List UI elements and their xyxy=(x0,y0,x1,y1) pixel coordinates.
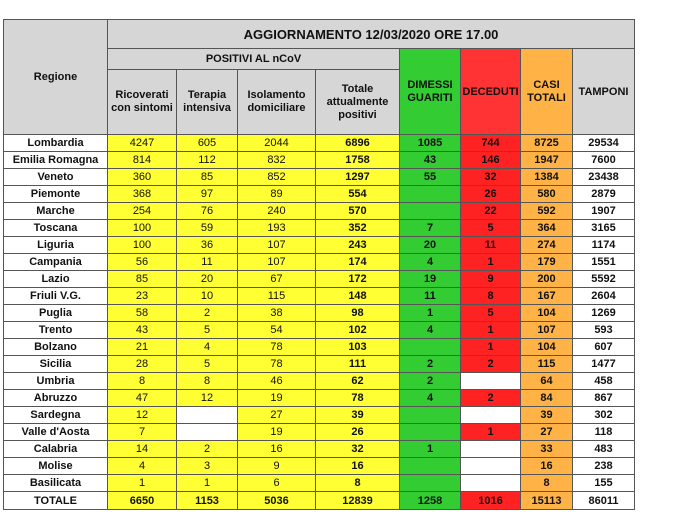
cell-ricoverati: 4 xyxy=(108,458,177,475)
header-regione: Regione xyxy=(4,20,108,135)
header-isolamento: Isolamento domiciliare xyxy=(238,70,316,135)
totals-label: TOTALE xyxy=(4,492,108,510)
cell-tamponi: 483 xyxy=(573,441,635,458)
total-tamponi: 86011 xyxy=(573,492,635,510)
cell-isolamento: 193 xyxy=(238,220,316,237)
table-row xyxy=(4,322,635,339)
cell-dimessi: 11 xyxy=(400,288,461,305)
cell-regione: Liguria xyxy=(4,237,108,254)
covid-data-table xyxy=(3,19,635,510)
cell-dimessi xyxy=(400,424,461,441)
cell-terapia: 20 xyxy=(177,271,238,288)
cell-tamponi: 1269 xyxy=(573,305,635,322)
cell-casi: 274 xyxy=(521,237,573,254)
cell-totale: 172 xyxy=(316,271,400,288)
cell-tamponi: 1907 xyxy=(573,203,635,220)
cell-isolamento: 38 xyxy=(238,305,316,322)
cell-casi: 167 xyxy=(521,288,573,305)
cell-regione: Sardegna xyxy=(4,407,108,424)
cell-casi: 104 xyxy=(521,339,573,356)
table-row xyxy=(4,203,635,220)
cell-casi: 8725 xyxy=(521,135,573,152)
cell-totale: 1297 xyxy=(316,169,400,186)
cell-dimessi xyxy=(400,458,461,475)
cell-casi: 580 xyxy=(521,186,573,203)
cell-casi: 115 xyxy=(521,356,573,373)
cell-ricoverati: 14 xyxy=(108,441,177,458)
cell-totale: 8 xyxy=(316,475,400,492)
header-tamponi: TAMPONI xyxy=(573,49,635,135)
cell-isolamento: 78 xyxy=(238,339,316,356)
cell-regione: Marche xyxy=(4,203,108,220)
table-row xyxy=(4,424,635,441)
table-title: AGGIORNAMENTO 12/03/2020 ORE 17.00 xyxy=(108,20,635,49)
cell-isolamento: 46 xyxy=(238,373,316,390)
cell-ricoverati: 43 xyxy=(108,322,177,339)
cell-ricoverati: 100 xyxy=(108,220,177,237)
cell-deceduti: 9 xyxy=(461,271,521,288)
cell-tamponi: 118 xyxy=(573,424,635,441)
cell-tamponi: 1174 xyxy=(573,237,635,254)
table-row xyxy=(4,152,635,169)
cell-totale: 62 xyxy=(316,373,400,390)
cell-casi: 64 xyxy=(521,373,573,390)
group-header-positivi: POSITIVI AL nCoV xyxy=(108,49,400,70)
cell-regione: Abruzzo xyxy=(4,390,108,407)
image-top-border xyxy=(0,0,680,10)
cell-terapia: 112 xyxy=(177,152,238,169)
cell-isolamento: 54 xyxy=(238,322,316,339)
cell-casi: 1947 xyxy=(521,152,573,169)
table-row xyxy=(4,135,635,152)
cell-totale: 111 xyxy=(316,356,400,373)
cell-deceduti: 1 xyxy=(461,424,521,441)
table-row xyxy=(4,390,635,407)
header-casi-totali: CASI TOTALI xyxy=(521,49,573,135)
cell-terapia: 3 xyxy=(177,458,238,475)
cell-tamponi: 238 xyxy=(573,458,635,475)
cell-totale: 26 xyxy=(316,424,400,441)
cell-terapia: 8 xyxy=(177,373,238,390)
cell-deceduti: 5 xyxy=(461,220,521,237)
table-row xyxy=(4,305,635,322)
cell-tamponi: 1551 xyxy=(573,254,635,271)
cell-deceduti xyxy=(461,458,521,475)
cell-terapia: 76 xyxy=(177,203,238,220)
total-dimessi: 1258 xyxy=(400,492,461,510)
cell-deceduti xyxy=(461,475,521,492)
cell-totale: 1758 xyxy=(316,152,400,169)
cell-terapia: 5 xyxy=(177,356,238,373)
cell-dimessi: 4 xyxy=(400,322,461,339)
table-row xyxy=(4,186,635,203)
table-row xyxy=(4,407,635,424)
header-deceduti: DECEDUTI xyxy=(461,49,521,135)
cell-ricoverati: 1 xyxy=(108,475,177,492)
cell-deceduti: 8 xyxy=(461,288,521,305)
table-row xyxy=(4,373,635,390)
cell-dimessi: 1 xyxy=(400,305,461,322)
cell-regione: Campania xyxy=(4,254,108,271)
cell-casi: 84 xyxy=(521,390,573,407)
cell-dimessi: 20 xyxy=(400,237,461,254)
cell-deceduti: 146 xyxy=(461,152,521,169)
cell-terapia: 2 xyxy=(177,305,238,322)
cell-terapia: 605 xyxy=(177,135,238,152)
cell-tamponi: 23438 xyxy=(573,169,635,186)
cell-tamponi: 5592 xyxy=(573,271,635,288)
cell-deceduti xyxy=(461,373,521,390)
cell-totale: 98 xyxy=(316,305,400,322)
cell-ricoverati: 814 xyxy=(108,152,177,169)
cell-ricoverati: 100 xyxy=(108,237,177,254)
cell-ricoverati: 28 xyxy=(108,356,177,373)
cell-dimessi: 2 xyxy=(400,373,461,390)
cell-terapia: 85 xyxy=(177,169,238,186)
total-casi: 15113 xyxy=(521,492,573,510)
cell-totale: 6896 xyxy=(316,135,400,152)
table-row xyxy=(4,458,635,475)
table-body xyxy=(4,135,635,510)
cell-isolamento: 16 xyxy=(238,441,316,458)
cell-casi: 27 xyxy=(521,424,573,441)
cell-casi: 39 xyxy=(521,407,573,424)
cell-ricoverati: 360 xyxy=(108,169,177,186)
cell-casi: 107 xyxy=(521,322,573,339)
cell-isolamento: 19 xyxy=(238,424,316,441)
cell-ricoverati: 58 xyxy=(108,305,177,322)
cell-terapia: 36 xyxy=(177,237,238,254)
cell-casi: 33 xyxy=(521,441,573,458)
cell-ricoverati: 56 xyxy=(108,254,177,271)
cell-tamponi: 7600 xyxy=(573,152,635,169)
table-row xyxy=(4,237,635,254)
cell-dimessi: 7 xyxy=(400,220,461,237)
cell-totale: 103 xyxy=(316,339,400,356)
cell-regione: Toscana xyxy=(4,220,108,237)
cell-tamponi: 1477 xyxy=(573,356,635,373)
cell-ricoverati: 4247 xyxy=(108,135,177,152)
cell-terapia: 59 xyxy=(177,220,238,237)
cell-isolamento: 89 xyxy=(238,186,316,203)
cell-isolamento: 240 xyxy=(238,203,316,220)
cell-regione: Calabria xyxy=(4,441,108,458)
total-ricoverati: 6650 xyxy=(108,492,177,510)
cell-dimessi xyxy=(400,475,461,492)
cell-totale: 352 xyxy=(316,220,400,237)
cell-isolamento: 852 xyxy=(238,169,316,186)
cell-deceduti xyxy=(461,407,521,424)
table-row xyxy=(4,271,635,288)
table-row xyxy=(4,356,635,373)
cell-ricoverati: 47 xyxy=(108,390,177,407)
cell-deceduti: 5 xyxy=(461,305,521,322)
cell-deceduti: 2 xyxy=(461,390,521,407)
cell-isolamento: 19 xyxy=(238,390,316,407)
cell-regione: Sicilia xyxy=(4,356,108,373)
cell-ricoverati: 23 xyxy=(108,288,177,305)
cell-dimessi xyxy=(400,203,461,220)
cell-casi: 16 xyxy=(521,458,573,475)
cell-terapia: 5 xyxy=(177,322,238,339)
cell-isolamento: 78 xyxy=(238,356,316,373)
cell-tamponi: 302 xyxy=(573,407,635,424)
cell-casi: 104 xyxy=(521,305,573,322)
cell-deceduti: 2 xyxy=(461,356,521,373)
cell-ricoverati: 8 xyxy=(108,373,177,390)
header-ricoverati: Ricoverati con sintomi xyxy=(108,70,177,135)
cell-ricoverati: 21 xyxy=(108,339,177,356)
cell-totale: 78 xyxy=(316,390,400,407)
table-row xyxy=(4,169,635,186)
cell-isolamento: 107 xyxy=(238,254,316,271)
table-row xyxy=(4,254,635,271)
table-row xyxy=(4,220,635,237)
cell-deceduti: 26 xyxy=(461,186,521,203)
cell-totale: 174 xyxy=(316,254,400,271)
cell-regione: Piemonte xyxy=(4,186,108,203)
cell-isolamento: 115 xyxy=(238,288,316,305)
cell-tamponi: 867 xyxy=(573,390,635,407)
cell-ricoverati: 7 xyxy=(108,424,177,441)
cell-regione: Umbria xyxy=(4,373,108,390)
cell-totale: 554 xyxy=(316,186,400,203)
cell-casi: 8 xyxy=(521,475,573,492)
cell-deceduti: 1 xyxy=(461,339,521,356)
cell-ricoverati: 85 xyxy=(108,271,177,288)
cell-terapia: 1 xyxy=(177,475,238,492)
cell-dimessi xyxy=(400,407,461,424)
cell-terapia: 2 xyxy=(177,441,238,458)
cell-dimessi: 55 xyxy=(400,169,461,186)
cell-dimessi xyxy=(400,186,461,203)
cell-tamponi: 155 xyxy=(573,475,635,492)
cell-totale: 102 xyxy=(316,322,400,339)
cell-tamponi: 29534 xyxy=(573,135,635,152)
total-terapia: 1153 xyxy=(177,492,238,510)
cell-tamponi: 2604 xyxy=(573,288,635,305)
cell-totale: 32 xyxy=(316,441,400,458)
cell-casi: 1384 xyxy=(521,169,573,186)
cell-casi: 592 xyxy=(521,203,573,220)
header-totale-positivi: Totale attualmente positivi xyxy=(316,70,400,135)
cell-dimessi: 19 xyxy=(400,271,461,288)
cell-totale: 16 xyxy=(316,458,400,475)
cell-terapia: 4 xyxy=(177,339,238,356)
cell-regione: Trento xyxy=(4,322,108,339)
cell-dimessi: 1085 xyxy=(400,135,461,152)
cell-casi: 364 xyxy=(521,220,573,237)
cell-terapia: 10 xyxy=(177,288,238,305)
cell-terapia xyxy=(177,407,238,424)
cell-ricoverati: 368 xyxy=(108,186,177,203)
cell-dimessi: 4 xyxy=(400,254,461,271)
table-row xyxy=(4,288,635,305)
table-row xyxy=(4,475,635,492)
cell-regione: Bolzano xyxy=(4,339,108,356)
cell-terapia: 11 xyxy=(177,254,238,271)
cell-totale: 570 xyxy=(316,203,400,220)
cell-regione: Basilicata xyxy=(4,475,108,492)
cell-deceduti: 32 xyxy=(461,169,521,186)
cell-deceduti: 1 xyxy=(461,254,521,271)
cell-tamponi: 607 xyxy=(573,339,635,356)
cell-deceduti: 11 xyxy=(461,237,521,254)
cell-totale: 39 xyxy=(316,407,400,424)
cell-dimessi: 2 xyxy=(400,356,461,373)
cell-regione: Valle d'Aosta xyxy=(4,424,108,441)
cell-regione: Molise xyxy=(4,458,108,475)
totals-row xyxy=(4,492,635,510)
cell-isolamento: 67 xyxy=(238,271,316,288)
cell-dimessi: 43 xyxy=(400,152,461,169)
cell-isolamento: 9 xyxy=(238,458,316,475)
cell-dimessi: 1 xyxy=(400,441,461,458)
cell-isolamento: 2044 xyxy=(238,135,316,152)
cell-tamponi: 3165 xyxy=(573,220,635,237)
total-deceduti: 1016 xyxy=(461,492,521,510)
cell-tamponi: 593 xyxy=(573,322,635,339)
cell-deceduti: 22 xyxy=(461,203,521,220)
total-isolamento: 5036 xyxy=(238,492,316,510)
cell-ricoverati: 12 xyxy=(108,407,177,424)
cell-terapia xyxy=(177,424,238,441)
header-dimessi: DIMESSI GUARITI xyxy=(400,49,461,135)
cell-deceduti xyxy=(461,441,521,458)
cell-isolamento: 27 xyxy=(238,407,316,424)
total-positivi: 12839 xyxy=(316,492,400,510)
cell-deceduti: 1 xyxy=(461,322,521,339)
cell-totale: 243 xyxy=(316,237,400,254)
table-row xyxy=(4,339,635,356)
cell-totale: 148 xyxy=(316,288,400,305)
cell-regione: Lazio xyxy=(4,271,108,288)
cell-casi: 179 xyxy=(521,254,573,271)
cell-ricoverati: 254 xyxy=(108,203,177,220)
table-row xyxy=(4,441,635,458)
cell-regione: Lombardia xyxy=(4,135,108,152)
cell-dimessi: 4 xyxy=(400,390,461,407)
cell-terapia: 97 xyxy=(177,186,238,203)
cell-isolamento: 107 xyxy=(238,237,316,254)
cell-tamponi: 458 xyxy=(573,373,635,390)
cell-isolamento: 832 xyxy=(238,152,316,169)
cell-regione: Emilia Romagna xyxy=(4,152,108,169)
cell-dimessi xyxy=(400,339,461,356)
cell-terapia: 12 xyxy=(177,390,238,407)
cell-regione: Veneto xyxy=(4,169,108,186)
cell-casi: 200 xyxy=(521,271,573,288)
header-terapia: Terapia intensiva xyxy=(177,70,238,135)
cell-isolamento: 6 xyxy=(238,475,316,492)
cell-tamponi: 2879 xyxy=(573,186,635,203)
cell-deceduti: 744 xyxy=(461,135,521,152)
cell-regione: Friuli V.G. xyxy=(4,288,108,305)
cell-regione: Puglia xyxy=(4,305,108,322)
